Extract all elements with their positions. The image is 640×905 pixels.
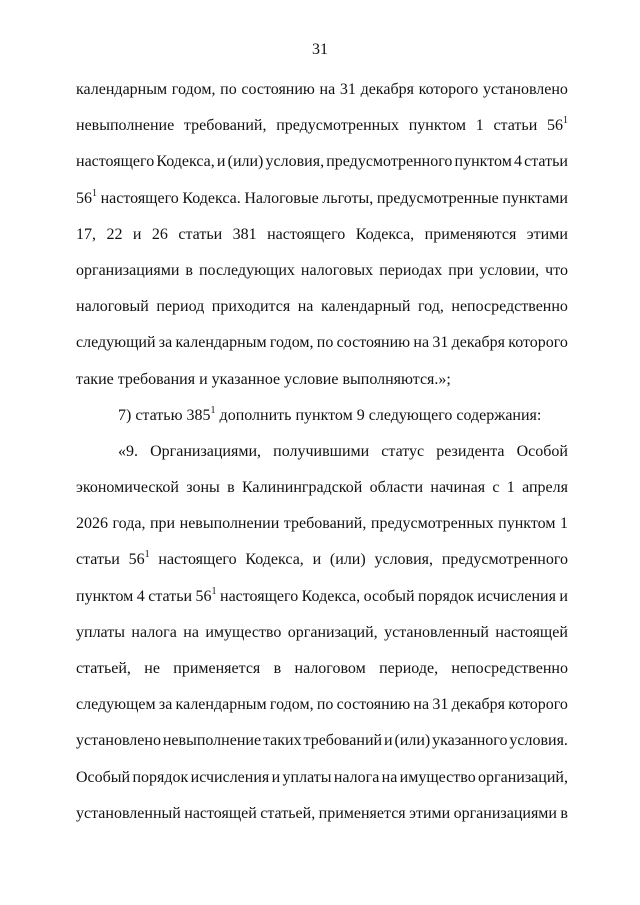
word: установлено	[76, 732, 161, 750]
text-line	[76, 325, 568, 361]
word: 17,	[76, 225, 96, 243]
text-line	[76, 579, 568, 615]
word: статус	[381, 442, 425, 460]
word: настоящей	[495, 623, 568, 641]
word: на	[319, 81, 336, 98]
word: года,	[112, 515, 146, 533]
word: имущество	[399, 768, 476, 786]
text-line	[76, 506, 568, 542]
word: статьи	[524, 153, 568, 171]
word: требований,	[283, 515, 367, 533]
word: по	[316, 334, 334, 352]
word: применяется	[318, 804, 406, 822]
word: 1	[475, 117, 484, 135]
text-line	[76, 398, 568, 434]
word: периодах	[379, 261, 443, 279]
word: невыполнение	[76, 117, 175, 135]
word: предусмотренного	[441, 551, 568, 569]
word: календарным	[175, 334, 267, 352]
word: содержания:	[456, 406, 542, 424]
word: на	[413, 334, 430, 352]
word: состоянию	[336, 334, 411, 352]
text-line	[76, 687, 568, 723]
word: состоянию	[336, 696, 411, 714]
word: пунктами	[502, 189, 568, 207]
word: пунктом	[498, 515, 556, 533]
word: и	[383, 732, 393, 750]
word: при	[149, 515, 176, 533]
word: и	[216, 153, 226, 171]
word: исчисления	[477, 587, 556, 605]
word: в	[273, 660, 282, 677]
word: организациями	[76, 261, 180, 279]
word: установленный	[384, 623, 489, 641]
word: за	[158, 334, 173, 352]
word: экономической	[76, 479, 179, 497]
word: требований,	[183, 117, 267, 135]
document-body	[76, 72, 568, 832]
word: следующий	[76, 334, 156, 352]
word: в	[185, 261, 193, 279]
word: 22	[106, 225, 123, 243]
word: установлено	[482, 81, 568, 98]
word: имущество	[205, 623, 282, 641]
word: статьи	[148, 587, 193, 605]
word: налога	[333, 768, 380, 786]
word: предусмотренных	[276, 117, 399, 135]
word: календарным	[175, 696, 267, 714]
word: последующих	[198, 261, 295, 279]
word: таких	[262, 732, 302, 750]
word: зоны	[186, 479, 220, 497]
word: пунктом	[295, 406, 353, 424]
word: Кодекса,	[245, 551, 304, 569]
word: 2026	[76, 515, 108, 533]
word: настоящего	[100, 189, 179, 207]
word: исчисления	[190, 768, 270, 786]
word: непосредственно	[451, 660, 568, 677]
word: (или)	[394, 732, 431, 750]
text-line	[76, 108, 568, 144]
word: выполняются.»;	[342, 370, 451, 388]
word: такие	[76, 370, 114, 388]
superscript: 1	[144, 549, 150, 561]
word: предусмотренных	[370, 515, 494, 533]
text-line	[76, 760, 568, 796]
word: на	[381, 768, 398, 786]
word: период	[156, 298, 205, 316]
word: по	[220, 81, 237, 98]
word: предусмотренные	[376, 189, 499, 207]
word: Организациями,	[150, 442, 262, 460]
word: статьей,	[76, 660, 131, 677]
text-line	[76, 72, 568, 108]
text-line	[76, 144, 568, 180]
word: настоящего	[76, 153, 155, 171]
superscript: 1	[211, 585, 217, 597]
word: апреля	[522, 479, 568, 497]
word: которого	[508, 334, 568, 352]
text-line	[76, 615, 568, 651]
word: условия.	[509, 732, 568, 750]
word: в	[560, 804, 568, 822]
word: не	[144, 660, 160, 677]
word: декабря	[451, 696, 505, 714]
word: непосредственно	[451, 298, 568, 316]
word: приходится	[211, 298, 291, 316]
word: которого	[418, 81, 479, 98]
word: дополнить	[219, 406, 292, 424]
word: указанное	[211, 370, 281, 388]
word: применяются	[424, 225, 517, 243]
word: 31	[339, 81, 356, 98]
superscript: 1	[92, 187, 97, 199]
word: 31	[432, 334, 449, 352]
word: $56^1$	[195, 585, 217, 605]
superscript: 1	[562, 115, 568, 127]
word: 381	[232, 225, 257, 243]
word: статьи	[76, 551, 120, 569]
word: «9.	[118, 442, 138, 460]
word: условия,	[265, 153, 325, 171]
word: 1	[559, 515, 568, 533]
word: 4	[136, 587, 145, 605]
word: 26	[151, 225, 168, 243]
word: $56^1$	[76, 187, 97, 207]
word: порядок	[417, 587, 474, 605]
word: 7)	[118, 406, 132, 424]
word: особый	[363, 587, 415, 605]
word: указанного	[432, 732, 508, 750]
word: области	[369, 479, 424, 497]
word: Кодекса.	[182, 189, 241, 207]
word: организаций,	[478, 768, 568, 786]
word: этими	[409, 804, 451, 822]
word: (или)	[329, 551, 366, 569]
text-line	[76, 470, 568, 506]
word: на	[297, 298, 314, 316]
word: требований	[303, 732, 383, 750]
word: и	[559, 587, 568, 605]
text-line	[76, 253, 568, 289]
word: $56^1$	[546, 115, 568, 135]
word: календарным	[76, 81, 168, 98]
word: этими	[526, 225, 568, 243]
word: в	[227, 479, 235, 497]
word: налоговых	[300, 261, 374, 279]
word: установленный	[76, 804, 181, 822]
word: следующего	[368, 406, 453, 424]
word: условии,	[479, 261, 540, 279]
word: статью	[135, 406, 183, 424]
word: пунктом	[454, 153, 512, 171]
word: и	[312, 551, 322, 569]
word: годом,	[269, 696, 314, 714]
word: по	[316, 696, 334, 714]
word: льготы,	[322, 189, 374, 207]
text-line	[76, 289, 568, 325]
word: на	[183, 623, 199, 641]
word: декабря	[451, 334, 505, 352]
word: налога	[131, 623, 177, 641]
word: организаций,	[287, 623, 378, 641]
word: Особой	[516, 442, 568, 460]
word: требования	[117, 370, 196, 388]
word: условия,	[374, 551, 434, 569]
word: уплаты	[282, 768, 332, 786]
word: пунктом	[76, 587, 134, 605]
word: 1	[506, 479, 515, 497]
word: уплаты	[76, 623, 125, 641]
word: Калининградской	[241, 479, 363, 497]
word: начиная	[430, 479, 486, 497]
word: резидента	[436, 442, 505, 460]
word: с	[492, 479, 500, 497]
text-line	[76, 362, 568, 398]
word: годом,	[171, 81, 216, 98]
word: Налоговые	[244, 189, 319, 207]
word: пунктом	[408, 117, 466, 135]
word: при	[448, 261, 474, 279]
word: (или)	[227, 153, 264, 171]
text-line	[76, 651, 568, 687]
word: Кодекса,	[355, 225, 415, 243]
word: настоящего	[267, 225, 346, 243]
word: порядок	[132, 768, 189, 786]
word: и	[199, 370, 208, 388]
word: 9	[356, 406, 365, 424]
word: налоговом	[294, 660, 366, 677]
word: организациями	[453, 804, 557, 822]
word: $385^1$	[186, 404, 216, 424]
word: настоящей	[184, 804, 257, 822]
text-line	[76, 217, 568, 253]
text-line	[76, 796, 568, 832]
word: настоящего	[220, 587, 299, 605]
word: что	[545, 261, 568, 279]
word: статьи	[493, 117, 538, 135]
text-line	[76, 542, 568, 578]
word: 4	[513, 153, 522, 171]
word: год,	[418, 298, 444, 316]
word: декабря	[360, 81, 414, 98]
word: налоговый	[76, 298, 149, 316]
word: Кодекса,	[156, 153, 215, 171]
word: и	[271, 768, 281, 786]
word: которого	[508, 696, 568, 714]
word: за	[158, 696, 173, 714]
word: на	[413, 696, 430, 714]
word: невыполнение	[162, 732, 262, 750]
word: следующем	[76, 696, 156, 714]
word: 31	[432, 696, 449, 714]
word: Особый	[76, 768, 131, 786]
word: условие	[284, 370, 339, 388]
word: получившими	[273, 442, 370, 460]
word: невыполнении	[179, 515, 280, 533]
word: и	[132, 225, 142, 243]
text-line	[76, 181, 568, 217]
word: периоде,	[379, 660, 439, 677]
word: $56^1$	[128, 549, 150, 569]
word: Кодекса,	[301, 587, 361, 605]
word: настоящего	[158, 551, 237, 569]
word: предусмотренного	[326, 153, 453, 171]
superscript: 1	[210, 404, 216, 416]
page-number: 31	[312, 41, 328, 58]
text-line	[76, 434, 568, 470]
word: статьей,	[260, 804, 316, 822]
word: календарный	[320, 298, 411, 316]
word: состоянию	[241, 81, 315, 98]
word: применяется	[173, 660, 261, 677]
word: статьи	[178, 225, 223, 243]
text-line	[76, 723, 568, 759]
word: годом,	[269, 334, 314, 352]
